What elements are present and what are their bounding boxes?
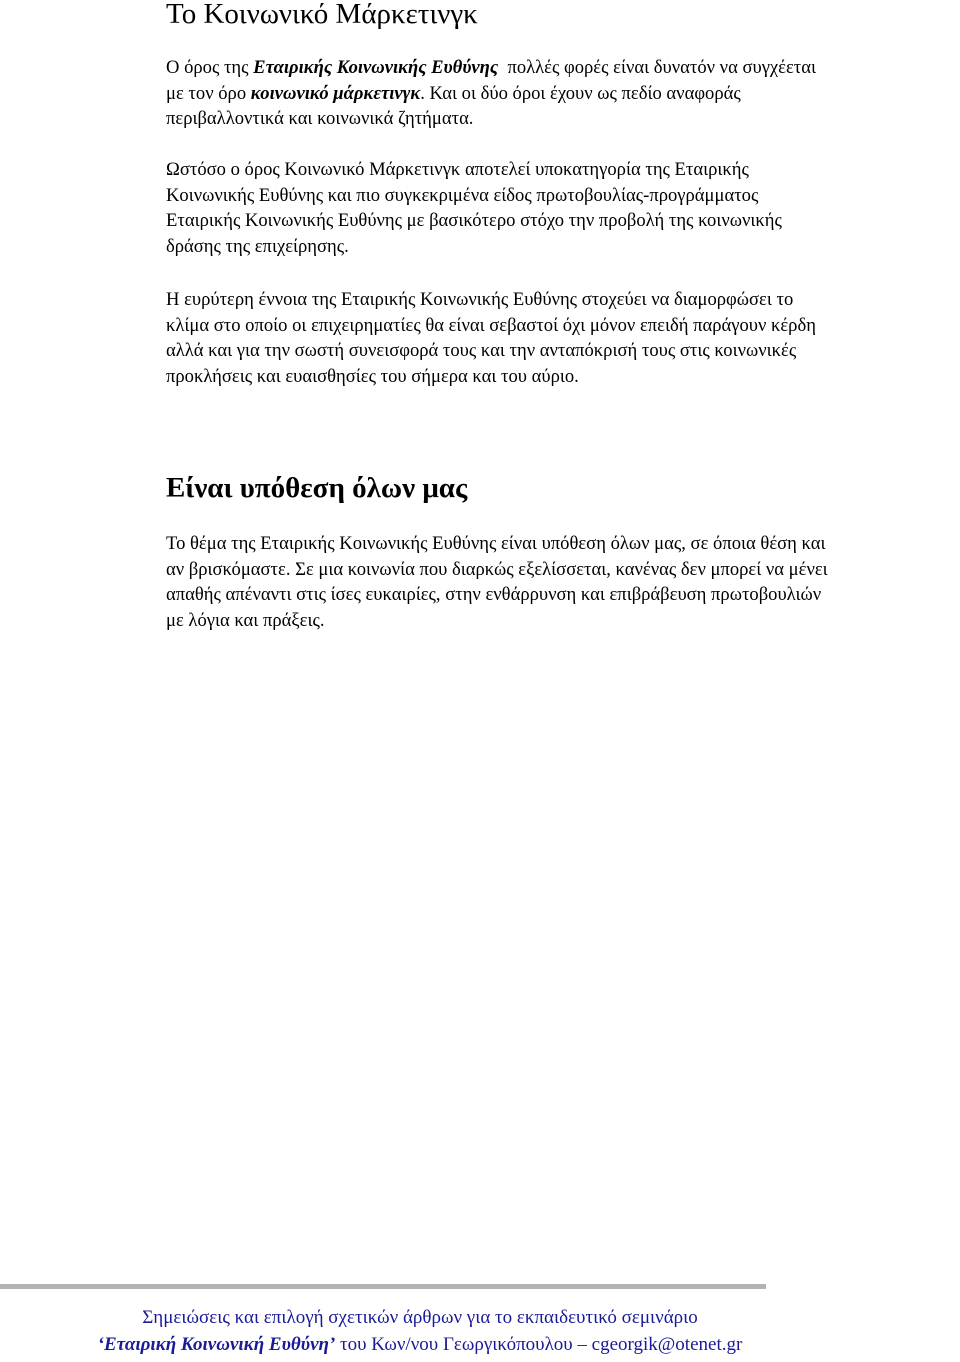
paragraph-everyones-business — [166, 531, 960, 634]
paragraph-broader-concept — [166, 287, 960, 390]
section-title-everyones-business: Είναι υπόθεση όλων μας — [166, 472, 468, 504]
paragraph-subcategory — [166, 157, 960, 260]
paragraph-line: απαθής απέναντι στις ίσες ευκαιρίες, στην ενθάρρυνση και επιβράβευση πρωτοβουλιών — [166, 584, 822, 606]
paragraph-line: Εταιρικής Κοινωνικής Ευθύνης με βασικότερο στόχο την προβολή της κοινωνικής — [166, 210, 782, 232]
emphasized-term: Εταιρικής Κοινωνικής Ευθύνης — [253, 57, 499, 78]
text-run: . Και οι δύο όροι έχουν ως πεδίο αναφοράς — [420, 82, 741, 104]
paragraph-line: με λόγια και πράξεις. — [166, 610, 325, 632]
paragraph-line — [166, 55, 960, 81]
footer-divider — [0, 1284, 766, 1289]
text-run: με τον όρο — [166, 82, 251, 104]
paragraph-line: Κοινωνικής Ευθύνης και πιο συγκεκριμένα είδος πρωτοβουλίας-προγράμματος — [166, 184, 759, 206]
footer-course-title: ‘Εταιρική Κοινωνική Ευθύνη’ — [97, 1334, 336, 1355]
paragraph-line: δράσης της επιχείρησης. — [166, 236, 349, 258]
emphasized-term: κοινωνικό μάρκετινγκ — [250, 82, 421, 104]
paragraph-line: Το θέμα της Εταιρικής Κοινωνικής Ευθύνης είναι υπόθεση όλων μας, σε όποια θέση και — [166, 533, 826, 554]
paragraph-line: κλίμα στο οποίο οι επιχειρηματίες θα είναι σεβαστοί όχι μόνον επειδή παράγουν κέρδη — [166, 314, 816, 336]
footer-line-author — [0, 1332, 960, 1357]
footer-author-contact: του Κων/νου Γεωργικόπουλου – cgeorgik@otenet.gr — [335, 1334, 743, 1355]
paragraph-line: Ωστόσο ο όρος Κοινωνικό Μάρκετινγκ αποτελεί υποκατηγορία της Εταιρικής — [166, 159, 749, 180]
paragraph-line: αλλά και για την σωστή συνεισφορά τους και την ανταπόκρισή τους στις κοινωνικές — [166, 340, 797, 362]
paragraph-line — [166, 81, 960, 107]
paragraph-line: περιβαλλοντικά και κοινωνικά ζητήματα. — [166, 108, 474, 130]
text-run: πολλές φορές είναι δυνατόν να συγχέεται — [498, 57, 817, 78]
section-title-social-marketing: Το Κοινωνικό Μάρκετινγκ — [166, 0, 478, 30]
paragraph-line: προκλήσεις και ευαισθησίες του σήμερα και του αύριο. — [166, 366, 579, 388]
footer-line-seminar: Σημειώσεις και επιλογή σχετικών άρθρων για το εκπαιδευτικό σεμινάριο — [142, 1307, 698, 1328]
paragraph-line: αν βρισκόμαστε. Σε μια κοινωνία που διαρκώς εξελίσσεται, κανένας δεν μπορεί να μένει — [166, 558, 828, 580]
paragraph-line: Η ευρύτερη έννοια της Εταιρικής Κοινωνικής Ευθύνης στοχεύει να διαμορφώσει το — [166, 289, 794, 310]
text-run: Ο όρος της — [166, 57, 254, 78]
paragraph-intro — [166, 55, 960, 132]
